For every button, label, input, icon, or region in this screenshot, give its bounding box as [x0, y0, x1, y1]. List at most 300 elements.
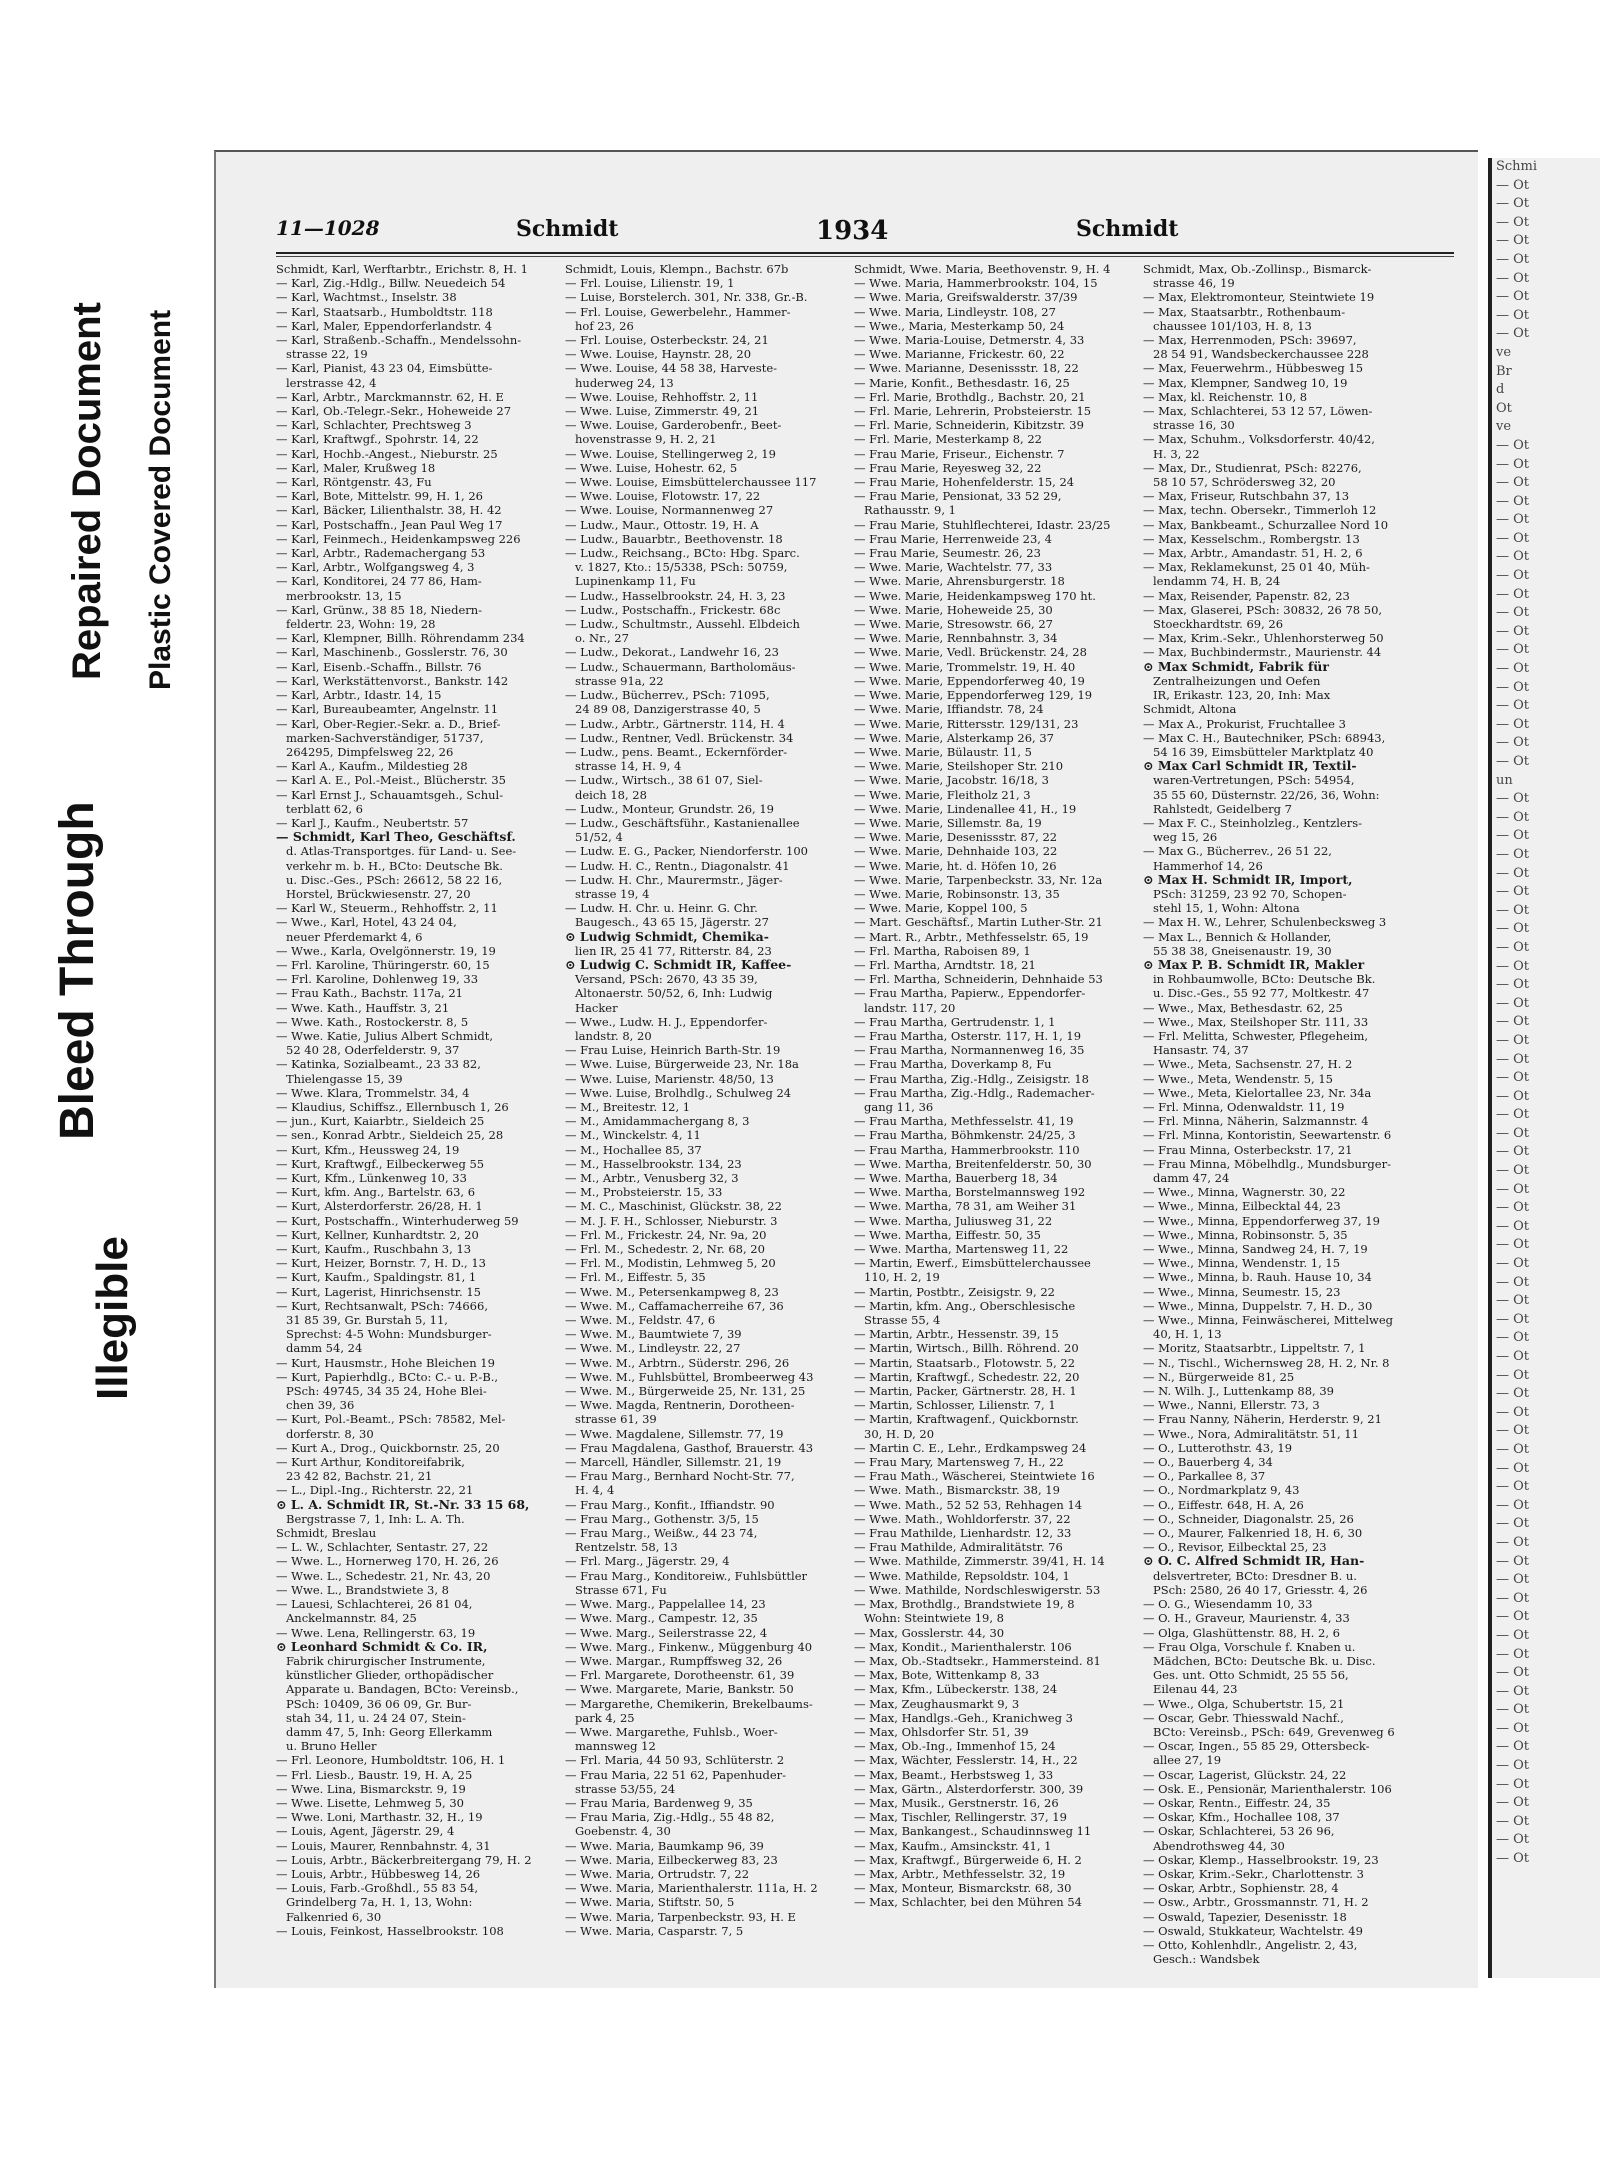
adjacent-page-fragment: — Ot	[1496, 1758, 1530, 1774]
directory-entry-line: — Karl, Bäcker, Lilienthalstr. 38, H. 42	[276, 503, 502, 518]
directory-entry-line: lerstrasse 42, 4	[286, 375, 377, 390]
directory-entry-line: — Max, Kondit., Marienthalerstr. 106	[854, 1639, 1072, 1654]
directory-entry-line: — O., Nordmarkplatz 9, 43	[1143, 1483, 1300, 1498]
directory-entry-line: — L., Dipl.-Ing., Richterstr. 22, 21	[276, 1483, 474, 1498]
header-rule-thin	[276, 256, 1454, 257]
directory-entry-line: Baugesch., 43 65 15, Jägerstr. 27	[575, 915, 769, 930]
adjacent-page-fragment: — Ot	[1496, 1256, 1530, 1272]
directory-entry-line: — Max, Schlachterei, 53 12 57, Löwen-	[1143, 404, 1373, 419]
directory-entry-line: IR, Erikastr. 123, 20, Inh: Max	[1153, 688, 1331, 703]
adjacent-page-fragment: — Ot	[1496, 698, 1530, 714]
directory-entry-line: — Max, Dr., Studienrat, PSch: 82276,	[1143, 460, 1362, 475]
directory-entry-line: — Frau Nanny, Näherin, Herderstr. 9, 21	[1143, 1412, 1382, 1427]
adjacent-page-fragment: — Ot	[1496, 865, 1530, 881]
directory-entry-line: landstr. 117, 20	[864, 1000, 956, 1015]
directory-entry-line: — Oscar, Lagerist, Glückstr. 24, 22	[1143, 1767, 1347, 1782]
directory-entry-line: marken-Sachverständiger, 51737,	[286, 730, 484, 745]
adjacent-page-fragment: — Ot	[1496, 1107, 1530, 1123]
directory-entry-line: — N., Tischl., Wichernsweg 28, H. 2, Nr. 8	[1143, 1355, 1390, 1370]
adjacent-page-fragment: — Ot	[1496, 605, 1530, 621]
adjacent-page-fragment: — Ot	[1496, 977, 1530, 993]
directory-entry-line: — Ludw., Schultmstr., Aussehl. Elbdeich	[565, 617, 800, 632]
directory-entry-line: — Wwe. Martha, Juliusweg 31, 22	[854, 1213, 1053, 1228]
header-year: 1934	[816, 216, 889, 246]
directory-entry-line: u. Bruno Heller	[286, 1739, 377, 1754]
directory-entry-line: — Kurt, Alsterdorferstr. 26/28, H. 1	[276, 1199, 483, 1214]
adjacent-page-fragment: — Ot	[1496, 809, 1530, 825]
directory-entry-line: — Wwe. Marie, Eppendorferweg 129, 19	[854, 688, 1093, 703]
directory-entry-line: — Wwe. Maria-Louise, Detmerstr. 4, 33	[854, 333, 1085, 348]
directory-entry-line: strasse 16, 30	[1153, 418, 1235, 433]
directory-entry-line: — Kurt, Pol.-Beamt., PSch: 78582, Mel-	[276, 1412, 506, 1427]
directory-entry-line: — Wwe., Meta, Wendenstr. 5, 15	[1143, 1071, 1333, 1086]
directory-entry-line: damm 47, 5, Inh: Georg Ellerkamm	[286, 1724, 493, 1739]
directory-entry-line: Hammerhof 14, 26	[1153, 858, 1263, 873]
directory-entry-line: — Olga, Glashüttenstr. 88, H. 2, 6	[1143, 1625, 1340, 1640]
directory-entry-line: u. Disc.-Ges., 55 92 77, Moltkestr. 47	[1153, 986, 1370, 1001]
directory-entry-line: — Wwe. Marie, Dehnhaide 103, 22	[854, 844, 1058, 859]
directory-entry-line: — Wwe. Martha, Borstelmannsweg 192	[854, 1185, 1086, 1200]
directory-entry-line: Ges. unt. Otto Schmidt, 25 55 56,	[1153, 1668, 1349, 1683]
directory-entry-line: — Frau Mathilde, Lienhardstr. 12, 33	[854, 1526, 1072, 1541]
directory-entry-line: 58 10 57, Schrödersweg 32, 20	[1153, 475, 1336, 490]
adjacent-page-fragment: — Ot	[1496, 1627, 1530, 1643]
adjacent-page-fragment: — Ot	[1496, 512, 1530, 528]
directory-entry-line: — Karl, Eisenb.-Schaffn., Billstr. 76	[276, 659, 482, 674]
adjacent-page-fragment: — Ot	[1496, 456, 1530, 472]
adjacent-page-fragment: — Ot	[1496, 884, 1530, 900]
directory-entry-line: — Frau Marie, Reyesweg 32, 22	[854, 460, 1042, 475]
directory-entry-line: 110, H. 2, 19	[864, 1270, 940, 1285]
directory-entry-line: — Frau Martha, Papierw., Eppendorfer-	[854, 986, 1086, 1001]
directory-entry-line: — Wwe. Maria, Eilbeckerweg 83, 23	[565, 1852, 778, 1867]
directory-entry-line: weg 15, 26	[1153, 830, 1218, 845]
directory-entry-line: — Wwe. M., Petersenkampweg 8, 23	[565, 1284, 779, 1299]
directory-entry-line: — Frl. Louise, Osterbeckstr. 24, 21	[565, 333, 769, 348]
directory-entry-line: — Ludw., Schauermann, Bartholomäus-	[565, 659, 796, 674]
directory-entry-line: — O., Lutterothstr. 43, 19	[1143, 1440, 1293, 1455]
directory-entry-line: merbrookstr. 13, 15	[286, 588, 402, 603]
entry-column-2	[565, 262, 845, 1966]
directory-entry-line: — Wwe. Louise, Haynstr. 28, 20	[565, 347, 752, 362]
directory-entry-line: — Max, Ohlsdorfer Str. 51, 39	[854, 1724, 1029, 1739]
directory-entry-line: — Wwe. Marie, Desenissstr. 87, 22	[854, 830, 1058, 845]
adjacent-page-fragment: — Ot	[1496, 791, 1530, 807]
adjacent-page-fragment: — Ot	[1496, 586, 1530, 602]
directory-entry-line: ⊙ Max Carl Schmidt IR, Textil-	[1143, 759, 1357, 774]
directory-entry-line: — Wwe., Maria, Mesterkamp 50, 24	[854, 318, 1065, 333]
directory-entry-line: — Max, Ob.-Stadtsekr., Hammersteind. 81	[854, 1653, 1101, 1668]
directory-entry-line: — Wwe. Maria, Lindleystr. 108, 27	[854, 304, 1056, 319]
directory-entry-line: — Frau Marie, Seumestr. 26, 23	[854, 546, 1041, 561]
directory-entry-line: — Karl, Grünw., 38 85 18, Niedern-	[276, 602, 483, 617]
adjacent-page-fragment: — Ot	[1496, 289, 1530, 305]
adjacent-page-fragment: — Ot	[1496, 437, 1530, 453]
directory-entry-line: — Martin, kfm. Ang., Oberschlesische	[854, 1298, 1076, 1313]
directory-entry-line: — Louis, Arbtr., Hübbesweg 14, 26	[276, 1866, 481, 1881]
directory-entry-line: chen 39, 36	[286, 1398, 355, 1413]
directory-entry-line: — Wwe. Maria, Baumkamp 96, 39	[565, 1838, 764, 1853]
directory-entry-line: — Frl. Marg., Jägerstr. 29, 4	[565, 1554, 730, 1569]
directory-entry-line: Sprechst: 4-5 Wohn: Mundsburger-	[286, 1327, 492, 1342]
directory-entry-line: Schmidt, Altona	[1143, 702, 1237, 717]
directory-entry-line: — Wwe., Olga, Schubertstr. 15, 21	[1143, 1696, 1345, 1711]
adjacent-page-fragment: — Ot	[1496, 1479, 1530, 1495]
directory-entry-line: — Kurt, Kraftwgf., Eilbeckerweg 55	[276, 1156, 485, 1171]
directory-entry-line: — Marie, Konfit., Bethesdastr. 16, 25	[854, 375, 1070, 390]
directory-entry-line: — Wwe. Marie, Hoheweide 25, 30	[854, 602, 1053, 617]
directory-entry-line: — L. W., Schlachter, Sentastr. 27, 22	[276, 1540, 489, 1555]
directory-entry-line: — Wwe. Maria, Casparstr. 7, 5	[565, 1923, 744, 1938]
directory-entry-line: stehl 15, 1, Wohn: Altona	[1153, 901, 1300, 916]
directory-entry-line: PSch: 10409, 36 06 09, Gr. Bur-	[286, 1696, 472, 1711]
directory-entry-line: Eilenau 44, 23	[1153, 1682, 1238, 1697]
adjacent-page-fragment: — Ot	[1496, 1813, 1530, 1829]
directory-entry-line: d. Atlas-Transportges. für Land- u. See-	[286, 844, 517, 859]
directory-entry-line: — Wwe. Marie, Ahrensburgerstr. 18	[854, 574, 1065, 589]
directory-entry-line: — Wwe. Mathilde, Repsoldstr. 104, 1	[854, 1568, 1070, 1583]
adjacent-page-fragment: — Ot	[1496, 1237, 1530, 1253]
directory-entry-line: — Wwe. Maria, Greifswalderstr. 37/39	[854, 290, 1078, 305]
directory-entry-line: — Wwe. Marie, Lindenallee 41, H., 19	[854, 801, 1077, 816]
directory-entry-line: — Karl, Ober-Regier.-Sekr. a. D., Brief-	[276, 716, 501, 731]
directory-entry-line: — Wwe. Marg., Finkenw., Müggenburg 40	[565, 1639, 813, 1654]
directory-entry-line: — Wwe., Minna, Eilbecktal 44, 23	[1143, 1199, 1341, 1214]
adjacent-page-fragment: — Ot	[1496, 1404, 1530, 1420]
directory-entry-line: — Frau Marie, Friseur., Eichenstr. 7	[854, 446, 1065, 461]
directory-entry-line: — Max, Buchbindermstr., Maurienstr. 44	[1143, 645, 1382, 660]
directory-entry-line: — Kurt, Rechtsanwalt, PSch: 74666,	[276, 1298, 488, 1313]
directory-entry-line: PSch: 31259, 23 92 70, Schopen-	[1153, 886, 1347, 901]
directory-entry-line: — Wwe. Marie, Wachtelstr. 77, 33	[854, 560, 1053, 575]
label-bleed-through: Bleed Through	[51, 801, 104, 1140]
directory-entry-line: Bergstrasse 7, 1, Inh: L. A. Th.	[286, 1511, 465, 1526]
directory-entry-line: in Rohbaumwolle, BCto: Deutsche Bk.	[1153, 972, 1376, 987]
directory-entry-line: damm 47, 24	[1153, 1171, 1230, 1185]
directory-entry-line: o. Nr., 27	[575, 631, 629, 646]
directory-entry-line: — Frau Minna, Osterbeckstr. 17, 21	[1143, 1142, 1353, 1157]
directory-entry-line: — Wwe. Luise, Marienstr. 48/50, 13	[565, 1071, 774, 1086]
directory-entry-line: ⊙ Leonhard Schmidt & Co. IR,	[276, 1639, 488, 1654]
directory-entry-line: — Martin, Kraftwgf., Schedestr. 22, 20	[854, 1369, 1080, 1384]
directory-entry-line: — Frau Marg., Konditoreiw., Fuhlsbüttler	[565, 1568, 807, 1583]
directory-entry-line: Gesch.: Wandsbek	[1153, 1952, 1260, 1967]
directory-entry-line: 35 55 60, Düsternstr. 22/26, 36, Wohn:	[1153, 787, 1380, 802]
directory-entry-line: — Max, Glaserei, PSch: 30832, 26 78 50,	[1143, 602, 1383, 617]
directory-entry-line: Apparate u. Bandagen, BCto: Vereinsb.,	[286, 1682, 519, 1697]
directory-entry-line: hof 23, 26	[575, 318, 634, 333]
directory-entry-line: — Wwe. Louise, Garderobenfr., Beet-	[565, 418, 782, 433]
directory-entry-line: ⊙ O. C. Alfred Schmidt IR, Han-	[1143, 1554, 1365, 1569]
adjacent-page-fragment: — Ot	[1496, 716, 1530, 732]
directory-entry-line: — Max, Elektromonteur, Steintwiete 19	[1143, 290, 1375, 305]
directory-entry-line: PSch: 2580, 26 40 17, Griesstr. 4, 26	[1153, 1582, 1368, 1597]
directory-entry-line: — Kurt, Kellner, Kunhardtstr. 2, 20	[276, 1227, 479, 1242]
directory-entry-line: 23 42 82, Bachstr. 21, 21	[286, 1469, 433, 1484]
adjacent-page-fragment: — Ot	[1496, 1553, 1530, 1569]
directory-entry-line: — Wwe. Marie, Stresowstr. 66, 27	[854, 617, 1053, 632]
directory-entry-line: — Karl, Kraftwgf., Spohrstr. 14, 22	[276, 432, 479, 447]
directory-entry-line: — Wwe., Minna, Seumestr. 15, 23	[1143, 1284, 1341, 1299]
directory-entry-line: — Karl, Maler, Krußweg 18	[276, 460, 436, 475]
directory-entry-line: ⊙ L. A. Schmidt IR, St.-Nr. 33 15 68,	[276, 1497, 530, 1512]
directory-entry-line: — Max, Friseur, Rutschbahn 37, 13	[1143, 489, 1350, 504]
directory-entry-line: — Klaudius, Schiffsz., Ellernbusch 1, 26	[276, 1099, 509, 1114]
directory-entry-line: — Wwe. Martha, Bauerberg 18, 34	[854, 1171, 1058, 1185]
adjacent-page-fragment: — Ot	[1496, 958, 1530, 974]
adjacent-page-fragment: Schmi	[1496, 159, 1538, 174]
header-name-right: Schmidt	[1076, 216, 1179, 242]
directory-entry-line: — Karl, Wachtmst., Inselstr. 38	[276, 290, 457, 305]
directory-entry-line: Altonaerstr. 50/52, 6, Inh: Ludwig	[575, 986, 773, 1001]
adjacent-page-fragment: — Ot	[1496, 1590, 1530, 1606]
directory-entry-line: — Wwe. Louise, 44 58 38, Harveste-	[565, 361, 778, 376]
directory-entry-line: — Max, Klempner, Sandweg 10, 19	[1143, 375, 1348, 390]
adjacent-page-fragment: d	[1496, 382, 1505, 398]
directory-entry-line: — Karl, Maschinenb., Gosslerstr. 76, 30	[276, 645, 508, 660]
adjacent-page-fragment: — Ot	[1496, 326, 1530, 342]
directory-entry-line: — Wwe., Minna, Sandweg 24, H. 7, 19	[1143, 1242, 1368, 1257]
directory-entry-line: — Wwe. M., Caffamacherreihe 67, 36	[565, 1298, 784, 1313]
directory-entry-line: — Max, Zeughausmarkt 9, 3	[854, 1696, 1020, 1711]
adjacent-page-fragment: — Ot	[1496, 1739, 1530, 1755]
directory-entry-line: — Oskar, Schlachterei, 53 26 96,	[1143, 1824, 1335, 1839]
directory-entry-line: — Wwe. Luise, Hohestr. 62, 5	[565, 460, 738, 475]
directory-entry-line: — Wwe. Luise, Zimmerstr. 49, 21	[565, 404, 760, 419]
directory-entry-line: — Wwe. Maria, Hammerbrookstr. 104, 15	[854, 276, 1098, 291]
directory-entry-line: — M., Arbtr., Venusberg 32, 3	[565, 1171, 739, 1185]
directory-entry-line: — Oskar, Krim.-Sekr., Charlottenstr. 3	[1143, 1866, 1364, 1881]
directory-entry-line: — Wwe. Marie, Rittersstr. 129/131, 23	[854, 716, 1079, 731]
directory-entry-line: — M., Breitestr. 12, 1	[565, 1099, 691, 1114]
directory-entry-line: — Frl. M., Modistin, Lehmweg 5, 20	[565, 1256, 776, 1271]
directory-entry-line: — sen., Konrad Arbtr., Sieldeich 25, 28	[276, 1128, 504, 1143]
directory-entry-line: Abendrothsweg 44, 30	[1153, 1838, 1285, 1853]
directory-entry-line: — Karl, Bureaubeamter, Angelnstr. 11	[276, 702, 499, 717]
directory-entry-line: — Wwe. Margar., Rumpffsweg 32, 26	[565, 1653, 783, 1668]
directory-entry-line: — Frl. Louise, Gewerbelehr., Hammer-	[565, 304, 791, 319]
directory-entry-line: — Karl, Bote, Mittelstr. 99, H. 1, 26	[276, 489, 483, 504]
directory-entry-line: — Max, Musik., Gerstnerstr. 16, 26	[854, 1795, 1059, 1810]
directory-entry-line: stah 34, 11, u. 24 24 07, Stein-	[286, 1710, 466, 1725]
directory-entry-line: 52 40 28, Oderfelderstr. 9, 37	[286, 1043, 460, 1058]
directory-entry-line: — Martin, Packer, Gärtnerstr. 28, H. 1	[854, 1384, 1077, 1399]
directory-entry-line: — Wwe. Margarethe, Fuhlsb., Woer-	[565, 1724, 778, 1739]
directory-entry-line: — Wwe. Math., Bismarckstr. 38, 19	[854, 1483, 1060, 1498]
directory-entry-line: — Frau Marie, Herrenweide 23, 4	[854, 531, 1052, 546]
adjacent-page-fragment: — Ot	[1496, 1516, 1530, 1532]
directory-entry-line: — Frau Marie, Pensionat, 33 52 29,	[854, 489, 1062, 504]
directory-entry-line: PSch: 49745, 34 35 24, Hohe Blei-	[286, 1384, 487, 1399]
directory-entry-line: — Louis, Feinkost, Hasselbrookstr. 108	[276, 1923, 504, 1938]
adjacent-page-fragment: — Ot	[1496, 921, 1530, 937]
directory-entry-line: — Karl, Schlachter, Prechtsweg 3	[276, 418, 472, 433]
directory-entry-line: — Frl. M., Frickestr. 24, Nr. 9a, 20	[565, 1227, 767, 1242]
adjacent-page-fragment: — Ot	[1496, 661, 1530, 677]
directory-entry-line: huderweg 24, 13	[575, 375, 674, 390]
directory-entry-line: — Frl. Margarete, Dorotheenstr. 61, 39	[565, 1668, 795, 1683]
directory-entry-line: — Karl, Pianist, 43 23 04, Eimsbütte-	[276, 361, 493, 376]
directory-entry-line: — Wwe. Louise, Normannenweg 27	[565, 503, 774, 518]
adjacent-page-fragment: — Ot	[1496, 1125, 1530, 1141]
adjacent-page-fragment: un	[1496, 772, 1513, 788]
directory-entry-line: — Wwe. Magda, Rentnerin, Dorotheen-	[565, 1398, 795, 1413]
directory-entry-line: — Frau Martha, Doverkamp 8, Fu	[854, 1057, 1052, 1072]
directory-entry-line: — Max, Wächter, Fesslerstr. 14, H., 22	[854, 1753, 1078, 1768]
directory-entry-line: — Wwe., Nora, Admiralitätstr. 51, 11	[1143, 1426, 1359, 1441]
directory-entry-line: — Wwe. Marie, ht. d. Höfen 10, 26	[854, 858, 1057, 873]
directory-entry-line: — Osk. E., Pensionär, Marienthalerstr. 106	[1143, 1781, 1392, 1796]
adjacent-page-fragment: — Ot	[1496, 1665, 1530, 1681]
directory-entry-line: — Wwe. Luise, Brolhdlg., Schulweg 24	[565, 1085, 792, 1100]
directory-entry-line: — Wwe. Maria, Marienthalerstr. 111a, H. 2	[565, 1881, 818, 1896]
directory-entry-line: — Kurt, Postschaffn., Winterhuderweg 59	[276, 1213, 519, 1228]
header-rule	[276, 252, 1454, 254]
directory-entry-line: — Wwe. Marianne, Frickestr. 60, 22	[854, 347, 1065, 362]
adjacent-page-fragment: — Ot	[1496, 214, 1530, 230]
directory-entry-line: 54 16 39, Eimsbütteler Marktplatz 40	[1153, 744, 1374, 759]
directory-entry-line: — Frau Mary, Martensweg 7, H., 22	[854, 1455, 1064, 1470]
directory-entry-line: — Frau Kath., Bachstr. 117a, 21	[276, 986, 463, 1001]
directory-entry-line: Schmidt, Breslau	[276, 1526, 377, 1541]
directory-entry-line: Wohn: Steintwiete 19, 8	[864, 1611, 1004, 1626]
adjacent-page-fragment: — Ot	[1496, 1200, 1530, 1216]
directory-entry-line: — Ludw., Dekorat., Landwehr 16, 23	[565, 645, 779, 660]
directory-entry-line: waren-Vertretungen, PSch: 54954,	[1153, 773, 1355, 788]
directory-entry-line: — Frau Marg., Gothenstr. 3/5, 15	[565, 1511, 759, 1526]
adjacent-page-fragment: — Ot	[1496, 642, 1530, 658]
adjacent-page-fragment: — Ot	[1496, 1386, 1530, 1402]
directory-entry-line: 30, H. D, 20	[864, 1426, 935, 1441]
adjacent-page-fragment: — Ot	[1496, 1795, 1530, 1811]
directory-entry-line: — O. H., Graveur, Maurienstr. 4, 33	[1143, 1611, 1350, 1626]
directory-entry-line: — Kurt, Heizer, Bornstr. 7, H. D., 13	[276, 1256, 486, 1271]
directory-entry-line: ⊙ Max Schmidt, Fabrik für	[1143, 659, 1329, 674]
directory-entry-line: — O., Maurer, Falkenried 18, H. 6, 30	[1143, 1526, 1363, 1541]
entry-column-4	[1143, 262, 1423, 1966]
directory-entry-line: — Wwe. M., Arbtrn., Süderstr. 296, 26	[565, 1355, 790, 1370]
directory-entry-line: — Frau Marie, Hohenfelderstr. 15, 24	[854, 475, 1075, 490]
directory-entry-line: — Moritz, Staatsarbtr., Lippeltstr. 7, 1	[1143, 1341, 1366, 1356]
directory-entry-line: — Karl, Arbtr., Marckmannstr. 62, H. E	[276, 389, 504, 404]
entry-columns	[276, 262, 1456, 1966]
label-plastic-covered-document: Plastic Covered Document	[144, 309, 177, 690]
directory-entry-line: — Karl, Ob.-Telegr.-Sekr., Hoheweide 27	[276, 404, 512, 419]
directory-entry-line: — Wwe. Louise, Flotowstr. 17, 22	[565, 489, 761, 504]
directory-entry-line: Horstel, Brückwiesenstr. 27, 20	[286, 886, 471, 901]
directory-entry-line: — Max, Ob.-Ing., Immenhof 15, 24	[854, 1739, 1056, 1754]
directory-entry-line: — Ludw., Postschaffn., Frickestr. 68c	[565, 602, 781, 617]
directory-entry-line: — Ludw. H. C., Rentn., Diagonalstr. 41	[565, 858, 790, 873]
directory-entry-line: — Max, Gosslerstr. 44, 30	[854, 1625, 1005, 1640]
adjacent-page-fragment: — Ot	[1496, 939, 1530, 955]
adjacent-page-fragment: — Ot	[1496, 995, 1530, 1011]
directory-entry-line: — Frl. Minna, Odenwaldstr. 11, 19	[1143, 1099, 1345, 1114]
directory-entry-line: — M., Hasselbrookstr. 134, 23	[565, 1156, 742, 1171]
directory-entry-line: — Ludw., Geschäftsführ., Kastanienallee	[565, 815, 800, 830]
directory-entry-line: — Karl, Arbtr., Wolfgangsweg 4, 3	[276, 560, 475, 575]
directory-entry-line: u. Disc.-Ges., PSch: 26612, 58 22 16,	[286, 872, 503, 887]
directory-entry-line: — Frau Mathilde, Admiralitätstr. 76	[854, 1540, 1063, 1555]
directory-entry-line: — Max, Beamt., Herbstsweg 1, 33	[854, 1767, 1054, 1782]
directory-entry-line: 55 38 38, Gneisenaustr. 19, 30	[1153, 943, 1332, 958]
directory-entry-line: — Karl, Feinmech., Heidenkampsweg 226	[276, 531, 521, 546]
directory-entry-line: — Oskar, Arbtr., Sophienstr. 28, 4	[1143, 1881, 1339, 1896]
directory-entry-line: park 4, 25	[575, 1710, 635, 1725]
directory-entry-line: — N. Wilh. J., Luttenkamp 88, 39	[1143, 1384, 1334, 1399]
directory-entry-line: — Max, Kfm., Lübeckerstr. 138, 24	[854, 1682, 1058, 1697]
directory-entry-line: — O. G., Wiesendamm 10, 33	[1143, 1597, 1313, 1612]
directory-entry-line: strasse 61, 39	[575, 1412, 657, 1427]
directory-entry-line: — Ludw., pens. Beamt., Eckernförder-	[565, 744, 788, 759]
directory-entry-line: — Wwe. M., Fuhlsbüttel, Brombeerweg 43	[565, 1369, 814, 1384]
directory-entry-line: — Ludw., Rentner, Vedl. Brückenstr. 34	[565, 730, 794, 745]
directory-entry-line: — Karl, Konditorei, 24 77 86, Ham-	[276, 574, 482, 589]
directory-entry-line: — Max, Monteur, Bismarckstr. 68, 30	[854, 1881, 1072, 1896]
directory-entry-line: — Karl Ernst J., Schauamtsgeh., Schul-	[276, 787, 504, 802]
directory-entry-line: — O., Revisor, Eilbecktal 25, 23	[1143, 1540, 1327, 1555]
directory-entry-line: — Wwe. Louise, Rehhoffstr. 2, 11	[565, 389, 759, 404]
directory-entry-line: — Max, Arbtr., Methfesselstr. 32, 19	[854, 1866, 1066, 1881]
adjacent-page-fragment: — Ot	[1496, 1367, 1530, 1383]
adjacent-page-fragment: — Ot	[1496, 1330, 1530, 1346]
directory-entry-line: — Wwe. Marie, Eppendorferweg 40, 19	[854, 673, 1085, 688]
directory-entry-line: — Wwe. Marie, Vedl. Brückenstr. 24, 28	[854, 645, 1087, 660]
adjacent-page-fragment: — Ot	[1496, 530, 1530, 546]
directory-entry-line: — Louis, Agent, Jägerstr. 29, 4	[276, 1824, 455, 1839]
adjacent-page-fragment: — Ot	[1496, 1311, 1530, 1327]
directory-entry-line: — Wwe., Minna, Eppendorferweg 37, 19	[1143, 1213, 1380, 1228]
directory-entry-line: — Wwe. Martha, Martensweg 11, 22	[854, 1242, 1069, 1257]
adjacent-page-fragment: — Ot	[1496, 1218, 1530, 1234]
directory-entry-line: — M., Amidammachergang 8, 3	[565, 1114, 750, 1129]
directory-entry-line: — Frl. Melitta, Schwester, Pflegeheim,	[1143, 1028, 1369, 1043]
directory-entry-line: — Frau Marg., Weißw., 44 23 74,	[565, 1526, 758, 1541]
adjacent-page-fragment: — Ot	[1496, 1497, 1530, 1513]
directory-entry-line: — Wwe. Marie, Koppel 100, 5	[854, 901, 1028, 916]
directory-entry-line: Rathausstr. 9, 1	[864, 503, 956, 518]
directory-entry-line: dorferstr. 8, 30	[286, 1426, 374, 1441]
directory-entry-line: — Frl. Marie, Schneiderin, Kibitzstr. 39	[854, 418, 1084, 433]
directory-entry-line: — Martin, Wirtsch., Billh. Röhrend. 20	[854, 1341, 1079, 1356]
directory-entry-line: — Wwe. Maria, Ortrudstr. 7, 22	[565, 1866, 750, 1881]
directory-entry-line: — Max, Bankangest., Schaudinnsweg 11	[854, 1824, 1092, 1839]
directory-entry-line: lendamm 74, H. B, 24	[1153, 574, 1281, 589]
adjacent-page-fragment: — Ot	[1496, 1088, 1530, 1104]
adjacent-page-fragment: — Ot	[1496, 233, 1530, 249]
directory-entry-line: — Max, Kraftwgf., Bürgerweide 6, H. 2	[854, 1852, 1082, 1867]
directory-entry-line: — Karl, Arbtr., Idastr. 14, 15	[276, 688, 442, 703]
directory-entry-line: — Martin, Postbtr., Zeisigstr. 9, 22	[854, 1284, 1055, 1299]
directory-entry-line: neuer Pferdemarkt 4, 6	[286, 929, 423, 944]
directory-entry-line: strasse 22, 19	[286, 347, 368, 362]
directory-entry-line: — M., Hochallee 85, 37	[565, 1142, 702, 1157]
adjacent-page-fragment: — Ot	[1496, 1274, 1530, 1290]
directory-entry-line: — Frl. Martha, Schneiderin, Dehnhaide 53	[854, 972, 1103, 987]
directory-entry-line: — Frau Marie, Stuhlflechterei, Idastr. 23/25	[854, 517, 1111, 532]
directory-entry-line: H. 3, 22	[1153, 446, 1200, 461]
directory-entry-line: — Max, Kesselschm., Rombergstr. 13	[1143, 531, 1360, 546]
directory-entry-line: — Wwe., Minna, Wagnerstr. 30, 22	[1143, 1185, 1346, 1200]
directory-entry-line: — Wwe. Marie, Jacobstr. 16/18, 3	[854, 773, 1049, 788]
adjacent-page-fragment: — Ot	[1496, 1051, 1530, 1067]
directory-entry-line: — Frl. Liesb., Baustr. 19, H. A, 25	[276, 1767, 473, 1782]
directory-entry-line: Falkenried 6, 30	[286, 1909, 382, 1924]
adjacent-page-fragment: — Ot	[1496, 1646, 1530, 1662]
directory-entry-line: — Karl W., Steuerm., Rehhoffstr. 2, 11	[276, 901, 498, 916]
directory-entry-line: — Wwe. Martha, Eiffestr. 50, 35	[854, 1227, 1041, 1242]
directory-entry-line: 51/52, 4	[575, 830, 623, 845]
